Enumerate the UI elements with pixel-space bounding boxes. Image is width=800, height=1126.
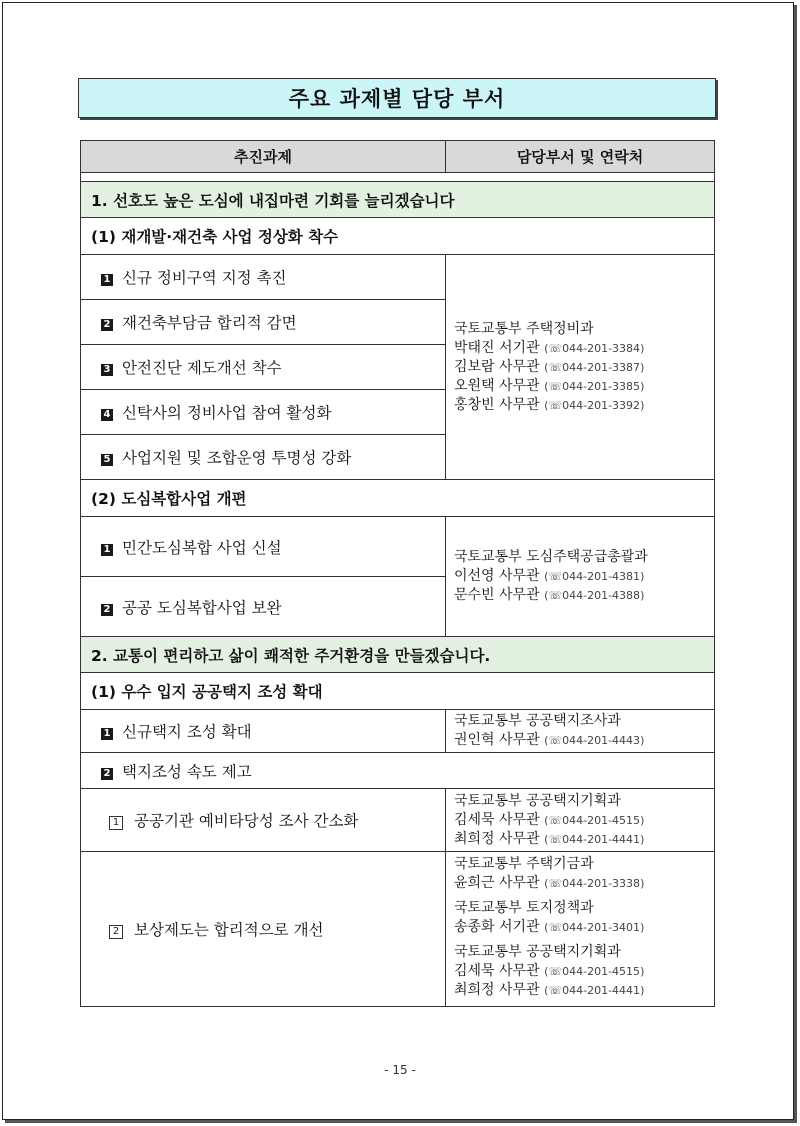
task-label: 택지조성 속도 제고 bbox=[122, 762, 252, 781]
contact-person: 최희정 사무관 (☏044-201-4441) bbox=[454, 982, 645, 998]
subsection-heading: (1) 우수 입지 공공택지 조성 확대 bbox=[81, 673, 715, 710]
task-label: 안전진단 제도개선 착수 bbox=[122, 359, 282, 377]
contact-person: 오원택 사무관 (☏044-201-3385) bbox=[454, 377, 645, 394]
contact-person: 윤희근 사무관 (☏044-201-3338) bbox=[454, 875, 645, 891]
department-name: 국토교통부 도심주택공급총괄과 bbox=[454, 549, 648, 565]
contact-cell bbox=[446, 255, 715, 480]
task-row bbox=[81, 517, 715, 577]
task-label: 신규택지 조성 확대 bbox=[122, 723, 252, 741]
contact-cell bbox=[446, 789, 715, 852]
phone-icon: ☏ bbox=[548, 589, 563, 602]
outlined-number-badge: 1 bbox=[109, 816, 123, 830]
contact-cell bbox=[446, 517, 715, 637]
task-label: 공공기관 예비타당성 조사 간소화 bbox=[134, 812, 359, 830]
contact-person: 이선영 사무관 (☏044-201-4381) bbox=[454, 568, 645, 584]
header-task: 추진과제 bbox=[81, 141, 446, 173]
task-label: 보상제도는 합리적으로 개선 bbox=[134, 921, 324, 939]
contact-group bbox=[454, 899, 704, 937]
task-row bbox=[81, 710, 715, 753]
phone-icon: ☏ bbox=[548, 341, 563, 355]
contact-person: 김세묵 사무관 (☏044-201-4515) bbox=[454, 811, 645, 828]
task-label: 공공 도심복합사업 보완 bbox=[122, 598, 282, 617]
number-badge: 2 bbox=[101, 319, 113, 331]
number-badge: 5 bbox=[101, 454, 113, 466]
contact-person: 송종화 서기관 (☏044-201-3401) bbox=[454, 919, 645, 935]
phone-icon: ☏ bbox=[548, 379, 563, 393]
table-header-row bbox=[81, 141, 715, 173]
contact-group bbox=[454, 943, 704, 1000]
phone-icon: ☏ bbox=[548, 832, 563, 846]
task-label: 민간도심복합 사업 신설 bbox=[122, 538, 282, 557]
department-name: 국토교통부 공공택지기획과 bbox=[454, 792, 621, 809]
phone-icon: ☏ bbox=[548, 921, 563, 934]
task-label: 신탁사의 정비사업 참여 활성화 bbox=[122, 404, 332, 422]
number-badge: 2 bbox=[101, 768, 113, 780]
section-heading-1: 1. 선호도 높은 도심에 내집마련 기회를 늘리겠습니다 bbox=[81, 182, 715, 218]
phone-icon: ☏ bbox=[548, 360, 563, 374]
phone-icon: ☏ bbox=[548, 570, 563, 583]
contact-group bbox=[454, 855, 704, 893]
contact-person: 문수빈 사무관 (☏044-201-4388) bbox=[454, 587, 645, 603]
number-badge: 1 bbox=[101, 274, 113, 286]
number-badge: 2 bbox=[101, 604, 113, 616]
contact-person: 권인혁 사무관 (☏044-201-4443) bbox=[454, 732, 645, 748]
contact-person: 홍창빈 사무관 (☏044-201-3392) bbox=[454, 396, 645, 413]
phone-icon: ☏ bbox=[548, 984, 563, 997]
outlined-number-badge: 2 bbox=[109, 925, 123, 939]
task-label: 신규 정비구역 지정 촉진 bbox=[122, 269, 287, 287]
contact-person: 김세묵 사무관 (☏044-201-4515) bbox=[454, 963, 645, 979]
contact-cell bbox=[446, 710, 715, 753]
task-label: 사업지원 및 조합운영 투명성 강화 bbox=[122, 449, 352, 467]
phone-icon: ☏ bbox=[548, 813, 563, 827]
number-badge: 1 bbox=[101, 728, 113, 740]
subsection-heading: (2) 도심복합사업 개편 bbox=[81, 480, 715, 517]
phone-icon: ☏ bbox=[548, 734, 563, 747]
header-contact: 담당부서 및 연락처 bbox=[446, 141, 715, 173]
task-label: 재건축부담금 합리적 감면 bbox=[122, 314, 297, 332]
subsection-heading: (1) 재개발·재건축 사업 정상화 착수 bbox=[81, 218, 715, 255]
department-name: 국토교통부 공공택지기획과 bbox=[454, 944, 621, 960]
number-badge: 4 bbox=[101, 409, 113, 421]
task-department-table bbox=[80, 140, 715, 1007]
contact-person: 최희정 사무관 (☏044-201-4441) bbox=[454, 830, 645, 847]
contact-person: 박태진 서기관 (☏044-201-3384) bbox=[454, 339, 645, 356]
page-title: 주요 과제별 담당 부서 bbox=[78, 78, 716, 118]
task-row bbox=[81, 753, 715, 789]
department-name: 국토교통부 주택기금과 bbox=[454, 856, 594, 872]
section-heading-2: 2. 교통이 편리하고 삶이 쾌적한 주거환경을 만들겠습니다. bbox=[81, 637, 715, 673]
contact-cell bbox=[446, 852, 715, 1007]
subtask-row bbox=[81, 852, 715, 1007]
department-name: 국토교통부 공공택지조사과 bbox=[454, 713, 621, 729]
department-name: 국토교통부 토지정책과 bbox=[454, 900, 594, 916]
task-row bbox=[81, 255, 715, 300]
phone-icon: ☏ bbox=[548, 877, 563, 890]
phone-icon: ☏ bbox=[548, 398, 563, 412]
phone-icon: ☏ bbox=[548, 965, 563, 978]
spacer-row bbox=[81, 173, 715, 182]
page-number: - 15 - bbox=[384, 1063, 416, 1077]
subtask-row bbox=[81, 789, 715, 852]
contact-person: 김보람 사무관 (☏044-201-3387) bbox=[454, 358, 645, 375]
number-badge: 3 bbox=[101, 364, 113, 376]
number-badge: 1 bbox=[101, 544, 113, 556]
department-name: 국토교통부 주택정비과 bbox=[454, 320, 594, 337]
